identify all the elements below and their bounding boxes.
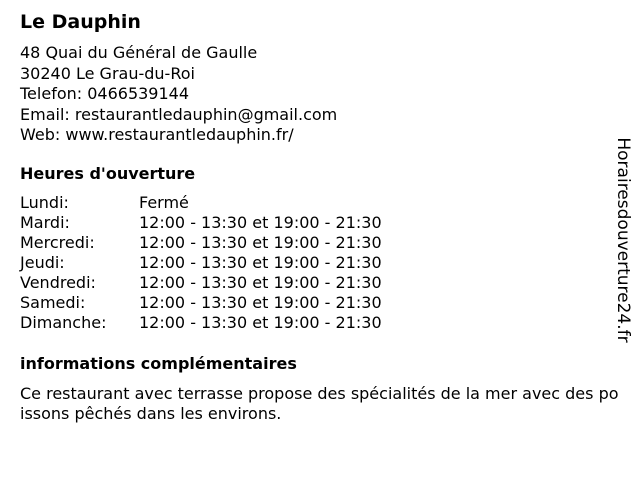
hours-row [20,293,382,313]
hours-row [20,213,382,233]
hours-row [20,313,382,333]
hours-day: Mercredi: [20,233,95,252]
hours-day: Lundi: [20,193,69,212]
hours-day: Samedi: [20,293,86,312]
hours-day: Vendredi: [20,273,96,292]
restaurant-name: Le Dauphin [20,11,141,33]
hours-day: Dimanche: [20,313,107,332]
hours-value: 12:00 - 13:30 et 19:00 - 21:30 [139,253,382,272]
address-line2: 30240 Le Grau-du-Roi [20,63,195,83]
phone-text: Telefon: 0466539144 [20,84,190,103]
contact-block [20,43,337,146]
address-line1: 48 Quai du Général de Gaulle [20,43,258,62]
web-text: Web: www.restaurantledauphin.fr/ [20,125,294,144]
info-heading: informations complémentaires [20,354,297,373]
info-description: Ce restaurant avec terrasse propose des spécialités de la mer avec des poissons pêchés dans les environs. [20,384,619,423]
hours-value: Fermé [139,193,189,212]
watermark-text: Horairesdouverture24.fr [613,137,633,343]
hours-day: Jeudi: [20,253,65,272]
hours-value: 12:00 - 13:30 et 19:00 - 21:30 [139,233,382,252]
hours-heading: Heures d'ouverture [20,164,196,183]
email-text: Email: restaurantledauphin@gmail.com [20,104,338,124]
hours-row [20,233,382,253]
hours-row [20,273,382,293]
hours-day: Mardi: [20,213,70,232]
hours-value: 12:00 - 13:30 et 19:00 - 21:30 [139,213,382,232]
hours-table [20,193,382,333]
hours-value: 12:00 - 13:30 et 19:00 - 21:30 [139,273,382,292]
hours-row [20,253,382,273]
hours-value: 12:00 - 13:30 et 19:00 - 21:30 [139,293,382,312]
hours-value: 12:00 - 13:30 et 19:00 - 21:30 [139,313,382,332]
hours-row [20,193,382,213]
